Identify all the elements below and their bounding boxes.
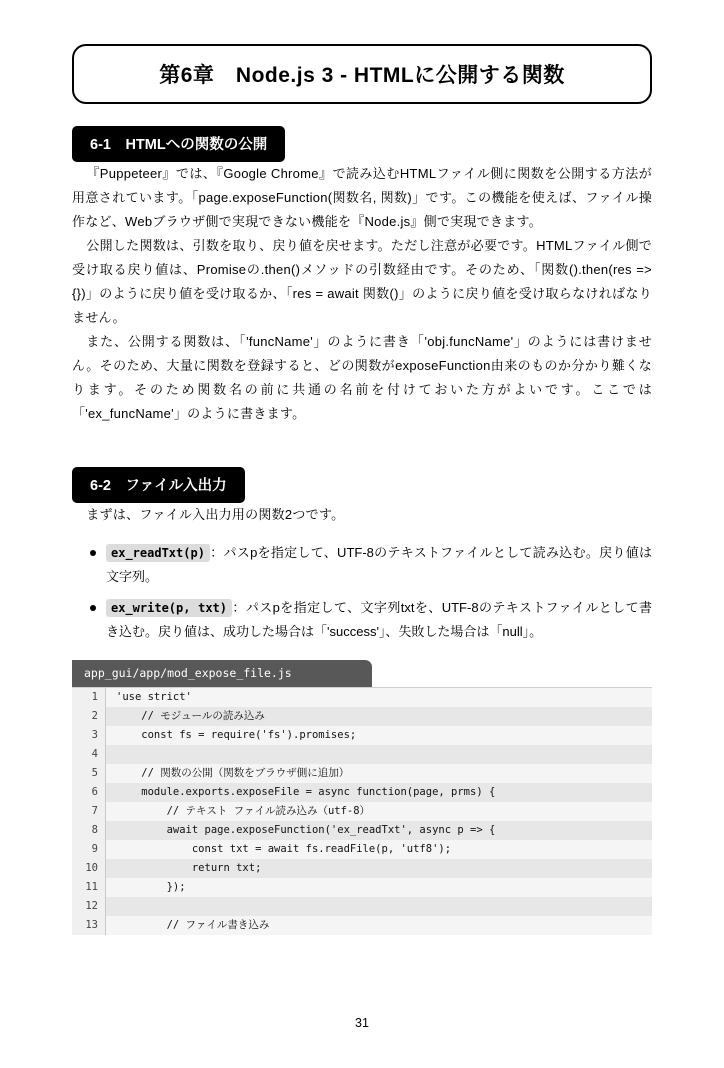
function-desc-read: ：パスpを指定して、UTF-8のテキストファイルとして読み込む。戻り値は文字列。 — [106, 544, 652, 584]
code-text: // モジュールの読み込み — [106, 707, 652, 726]
code-line — [72, 821, 652, 840]
function-name-write: ex_write(p, txt) — [106, 599, 232, 617]
section-heading-6-1: 6-1 HTMLへの関数の公開 — [72, 126, 285, 162]
document-page — [0, 44, 724, 1068]
code-text: }); — [106, 878, 652, 897]
code-line — [72, 878, 652, 897]
section-6-2 — [72, 467, 652, 644]
code-line — [72, 916, 652, 935]
line-number: 6 — [72, 783, 106, 802]
line-number: 11 — [72, 878, 106, 897]
line-number: 4 — [72, 745, 106, 764]
code-text: 'use strict' — [106, 688, 652, 707]
code-text: const fs = require('fs').promises; — [106, 726, 652, 745]
code-text: await page.exposeFunction('ex_readTxt', async p => { — [106, 821, 652, 840]
chapter-title-box — [72, 44, 652, 104]
code-line — [72, 707, 652, 726]
function-name-read: ex_readTxt(p) — [106, 544, 210, 562]
code-text: const txt = await fs.readFile(p, 'utf8'); — [106, 840, 652, 859]
code-line — [72, 783, 652, 802]
line-number: 1 — [72, 688, 106, 707]
function-list — [72, 541, 652, 644]
code-body — [72, 687, 652, 935]
line-number: 8 — [72, 821, 106, 840]
code-line — [72, 745, 652, 764]
page-number: 31 — [355, 1016, 369, 1030]
code-text — [106, 897, 652, 916]
code-line — [72, 897, 652, 916]
line-number: 13 — [72, 916, 106, 935]
code-line — [72, 764, 652, 783]
code-line — [72, 840, 652, 859]
list-item — [106, 541, 652, 589]
section-heading-6-2: 6-2 ファイル入出力 — [72, 467, 245, 503]
code-text: // テキスト ファイル読み込み（utf-8） — [106, 802, 652, 821]
code-text: // 関数の公開（関数をブラウザ側に追加） — [106, 764, 652, 783]
code-text: module.exports.exposeFile = async function(page, prms) { — [106, 783, 652, 802]
line-number: 2 — [72, 707, 106, 726]
code-text: return txt; — [106, 859, 652, 878]
paragraph-6-1-3: また、公開する関数は、「'funcName'」のように書き「'obj.funcName'」のようには書けません。そのため、大量に関数を登録すると、どの関数がexposeFunction由来のものか分かり難くなります。そのため関数名の前に共通の名前を付けておいた方がよいです。ここでは「'ex_funcName'」のように書きます。 — [72, 334, 652, 422]
code-filename: app_gui/app/mod_expose_file.js — [72, 660, 372, 687]
line-number: 10 — [72, 859, 106, 878]
code-line — [72, 726, 652, 745]
code-block — [72, 660, 652, 935]
section-6-1 — [72, 126, 652, 427]
list-item — [106, 596, 652, 644]
code-text — [106, 745, 652, 764]
line-number: 7 — [72, 802, 106, 821]
line-number: 12 — [72, 897, 106, 916]
code-line — [72, 859, 652, 878]
line-number: 3 — [72, 726, 106, 745]
code-line — [72, 688, 652, 707]
line-number: 9 — [72, 840, 106, 859]
function-desc-write: ：パスpを指定して、文字列txtを、UTF-8のテキストファイルとして書き込む。戻り値は、成功した場合は「'success'」、失敗した場合は「null」。 — [106, 599, 652, 639]
chapter-title: 第6章 Node.js 3 - HTMLに公開する関数 — [159, 64, 565, 87]
paragraph-6-1-1: 『Puppeteer』では、『Google Chrome』で読み込むHTMLファイル側に関数を公開する方法が用意されています。「page.exposeFunction(関数名, 関数)」です。この機能を使えば、ファイル操作など、Webブラウザ側で実現できない機能を『Node.js』側で実現できます。 — [72, 166, 652, 230]
paragraph-6-2-intro: まずは、ファイル入出力用の関数2つです。 — [86, 506, 345, 522]
line-number: 5 — [72, 764, 106, 783]
code-text: // ファイル書き込み — [106, 916, 652, 935]
paragraph-6-1-2: 公開した関数は、引数を取り、戻り値を戻せます。ただし注意が必要です。HTMLファイル側で受け取る戻り値は、Promiseの.then()メソッドの引数経由です。そのため、「関数().then(res => {})」のように戻り値を受け取るか、「res = await 関数()」のように戻り値を受け取らなければなりません。 — [72, 238, 652, 326]
code-line — [72, 802, 652, 821]
